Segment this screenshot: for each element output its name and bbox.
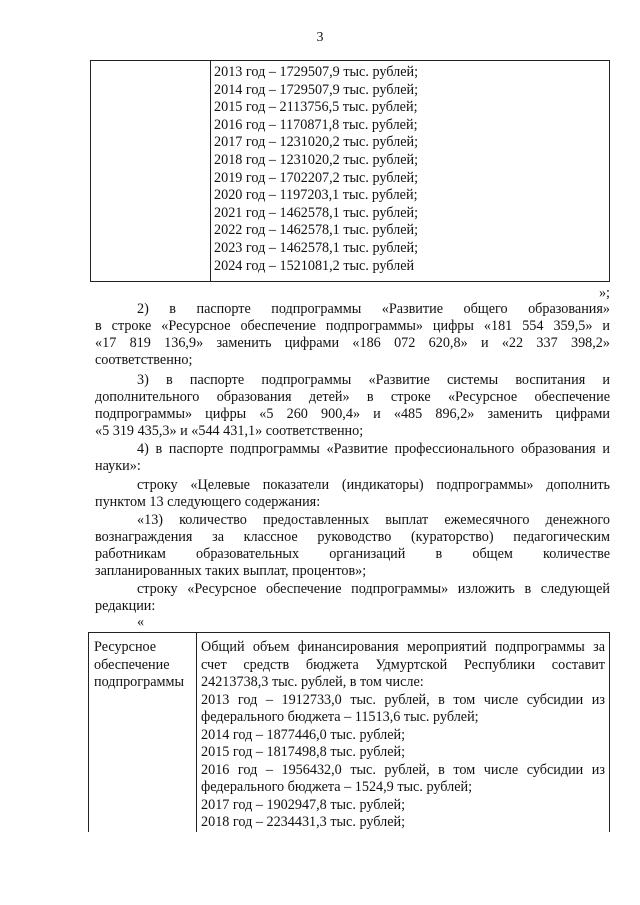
paragraph-line: 2) в паспорте подпрограммы «Развитие общего образования» — [137, 301, 610, 317]
funding-year-line: 2013 год – 1729507,9 тыс. рублей; — [214, 64, 419, 80]
funding-table-top — [90, 60, 610, 282]
paragraph-line: запланированных таких выплат, процентов»; — [95, 563, 367, 579]
paragraph-line: строку «Целевые показатели (индикаторы) подпрограммы» дополнить — [137, 477, 610, 493]
content-line: федерального бюджета – 11513,6 тыс. рублей; — [201, 709, 479, 725]
paragraph-line: строку «Ресурсное обеспечение подпрограммы» изложить в следующей — [137, 581, 610, 597]
paragraph-line: «13) количество предоставленных выплат ежемесячного денежного — [137, 512, 610, 528]
row-label-line: обеспечение — [94, 656, 170, 673]
content-line: федерального бюджета – 1524,9 тыс. рублей; — [201, 779, 473, 795]
table-divider — [210, 61, 211, 281]
open-quote: « — [137, 614, 145, 630]
paragraph-line: подпрограммы» цифры «5 260 900,4» и «485 896,2» заменить цифрами — [95, 406, 610, 422]
row-label — [94, 639, 184, 692]
funding-year-line: 2019 год – 1702207,2 тыс. рублей; — [214, 169, 419, 186]
funding-year-line: 2017 год – 1231020,2 тыс. рублей; — [214, 134, 419, 151]
content-line: 2014 год – 1877446,0 тыс. рублей; — [201, 726, 406, 743]
paragraph-line: дополнительного образования детей» в строке «Ресурсное обеспечение — [95, 389, 610, 405]
paragraph-line: работникам образовательных организаций в общем количестве — [95, 546, 610, 562]
paragraph-line: пунктом 13 следующего содержания: — [95, 494, 321, 510]
funding-year-line: 2021 год – 1462578,1 тыс. рублей; — [214, 204, 419, 221]
paragraph-line: в строке «Ресурсное обеспечение подпрограммы» цифры «181 554 359,5» и — [95, 318, 610, 334]
content-line: 2013 год – 1912733,0 тыс. рублей, в том числе субсидии из — [201, 691, 605, 708]
paragraph-line: 3) в паспорте подпрограммы «Развитие системы воспитания и — [137, 372, 610, 388]
row-content — [201, 639, 605, 832]
paragraph-line: соответственно; — [95, 352, 193, 368]
content-line: 24213738,3 тыс. рублей, в том числе: — [201, 674, 424, 690]
row-label-line: подпрограммы — [94, 674, 184, 691]
funding-year-line: 2015 год – 2113756,5 тыс. рублей; — [214, 99, 418, 116]
page-number: 3 — [316, 30, 324, 45]
funding-year-line: 2022 год – 1462578,1 тыс. рублей; — [214, 222, 419, 239]
closing-quote: »; — [598, 285, 610, 301]
paragraph-line: «5 319 435,3» и «544 431,1» соответственно; — [95, 423, 364, 439]
funding-year-line: 2023 год – 1462578,1 тыс. рублей; — [214, 239, 419, 256]
paragraph-line: вознаграждения за классное руководство (кураторство) педагогическим — [95, 529, 610, 545]
row-label-line: Ресурсное — [94, 639, 157, 655]
content-line: 2016 год – 1956432,0 тыс. рублей, в том числе субсидии из — [201, 761, 605, 778]
funding-year-line: 2018 год – 1231020,2 тыс. рублей; — [214, 151, 419, 168]
table-divider — [196, 633, 197, 832]
funding-year-line: 2014 год – 1729507,9 тыс. рублей; — [214, 81, 419, 98]
paragraph-line: 4) в паспорте подпрограммы «Развитие профессионального образования и — [137, 441, 610, 457]
funding-year-line: 2020 год – 1197203,1 тыс. рублей; — [214, 187, 418, 204]
resource-table — [88, 632, 610, 832]
content-line: Общий объем финансирования мероприятий подпрограммы за — [201, 639, 605, 655]
paragraph-line: «17 819 136,9» заменить цифрами «186 072 620,8» и «22 337 398,2» — [95, 335, 610, 351]
funding-year-line: 2016 год – 1170871,8 тыс. рублей; — [214, 116, 418, 133]
funding-years-list — [214, 64, 418, 275]
content-line: счет средств бюджета Удмуртской Республики составит — [201, 656, 605, 673]
funding-year-line: 2024 год – 1521081,2 тыс. рублей — [214, 257, 415, 274]
content-line: 2018 год – 2234431,3 тыс. рублей; — [201, 814, 406, 830]
paragraph-line: редакции: — [95, 598, 156, 614]
paragraph-line: науки»: — [95, 458, 141, 474]
content-line: 2015 год – 1817498,8 тыс. рублей; — [201, 744, 406, 760]
content-line: 2017 год – 1902947,8 тыс. рублей; — [201, 796, 406, 813]
